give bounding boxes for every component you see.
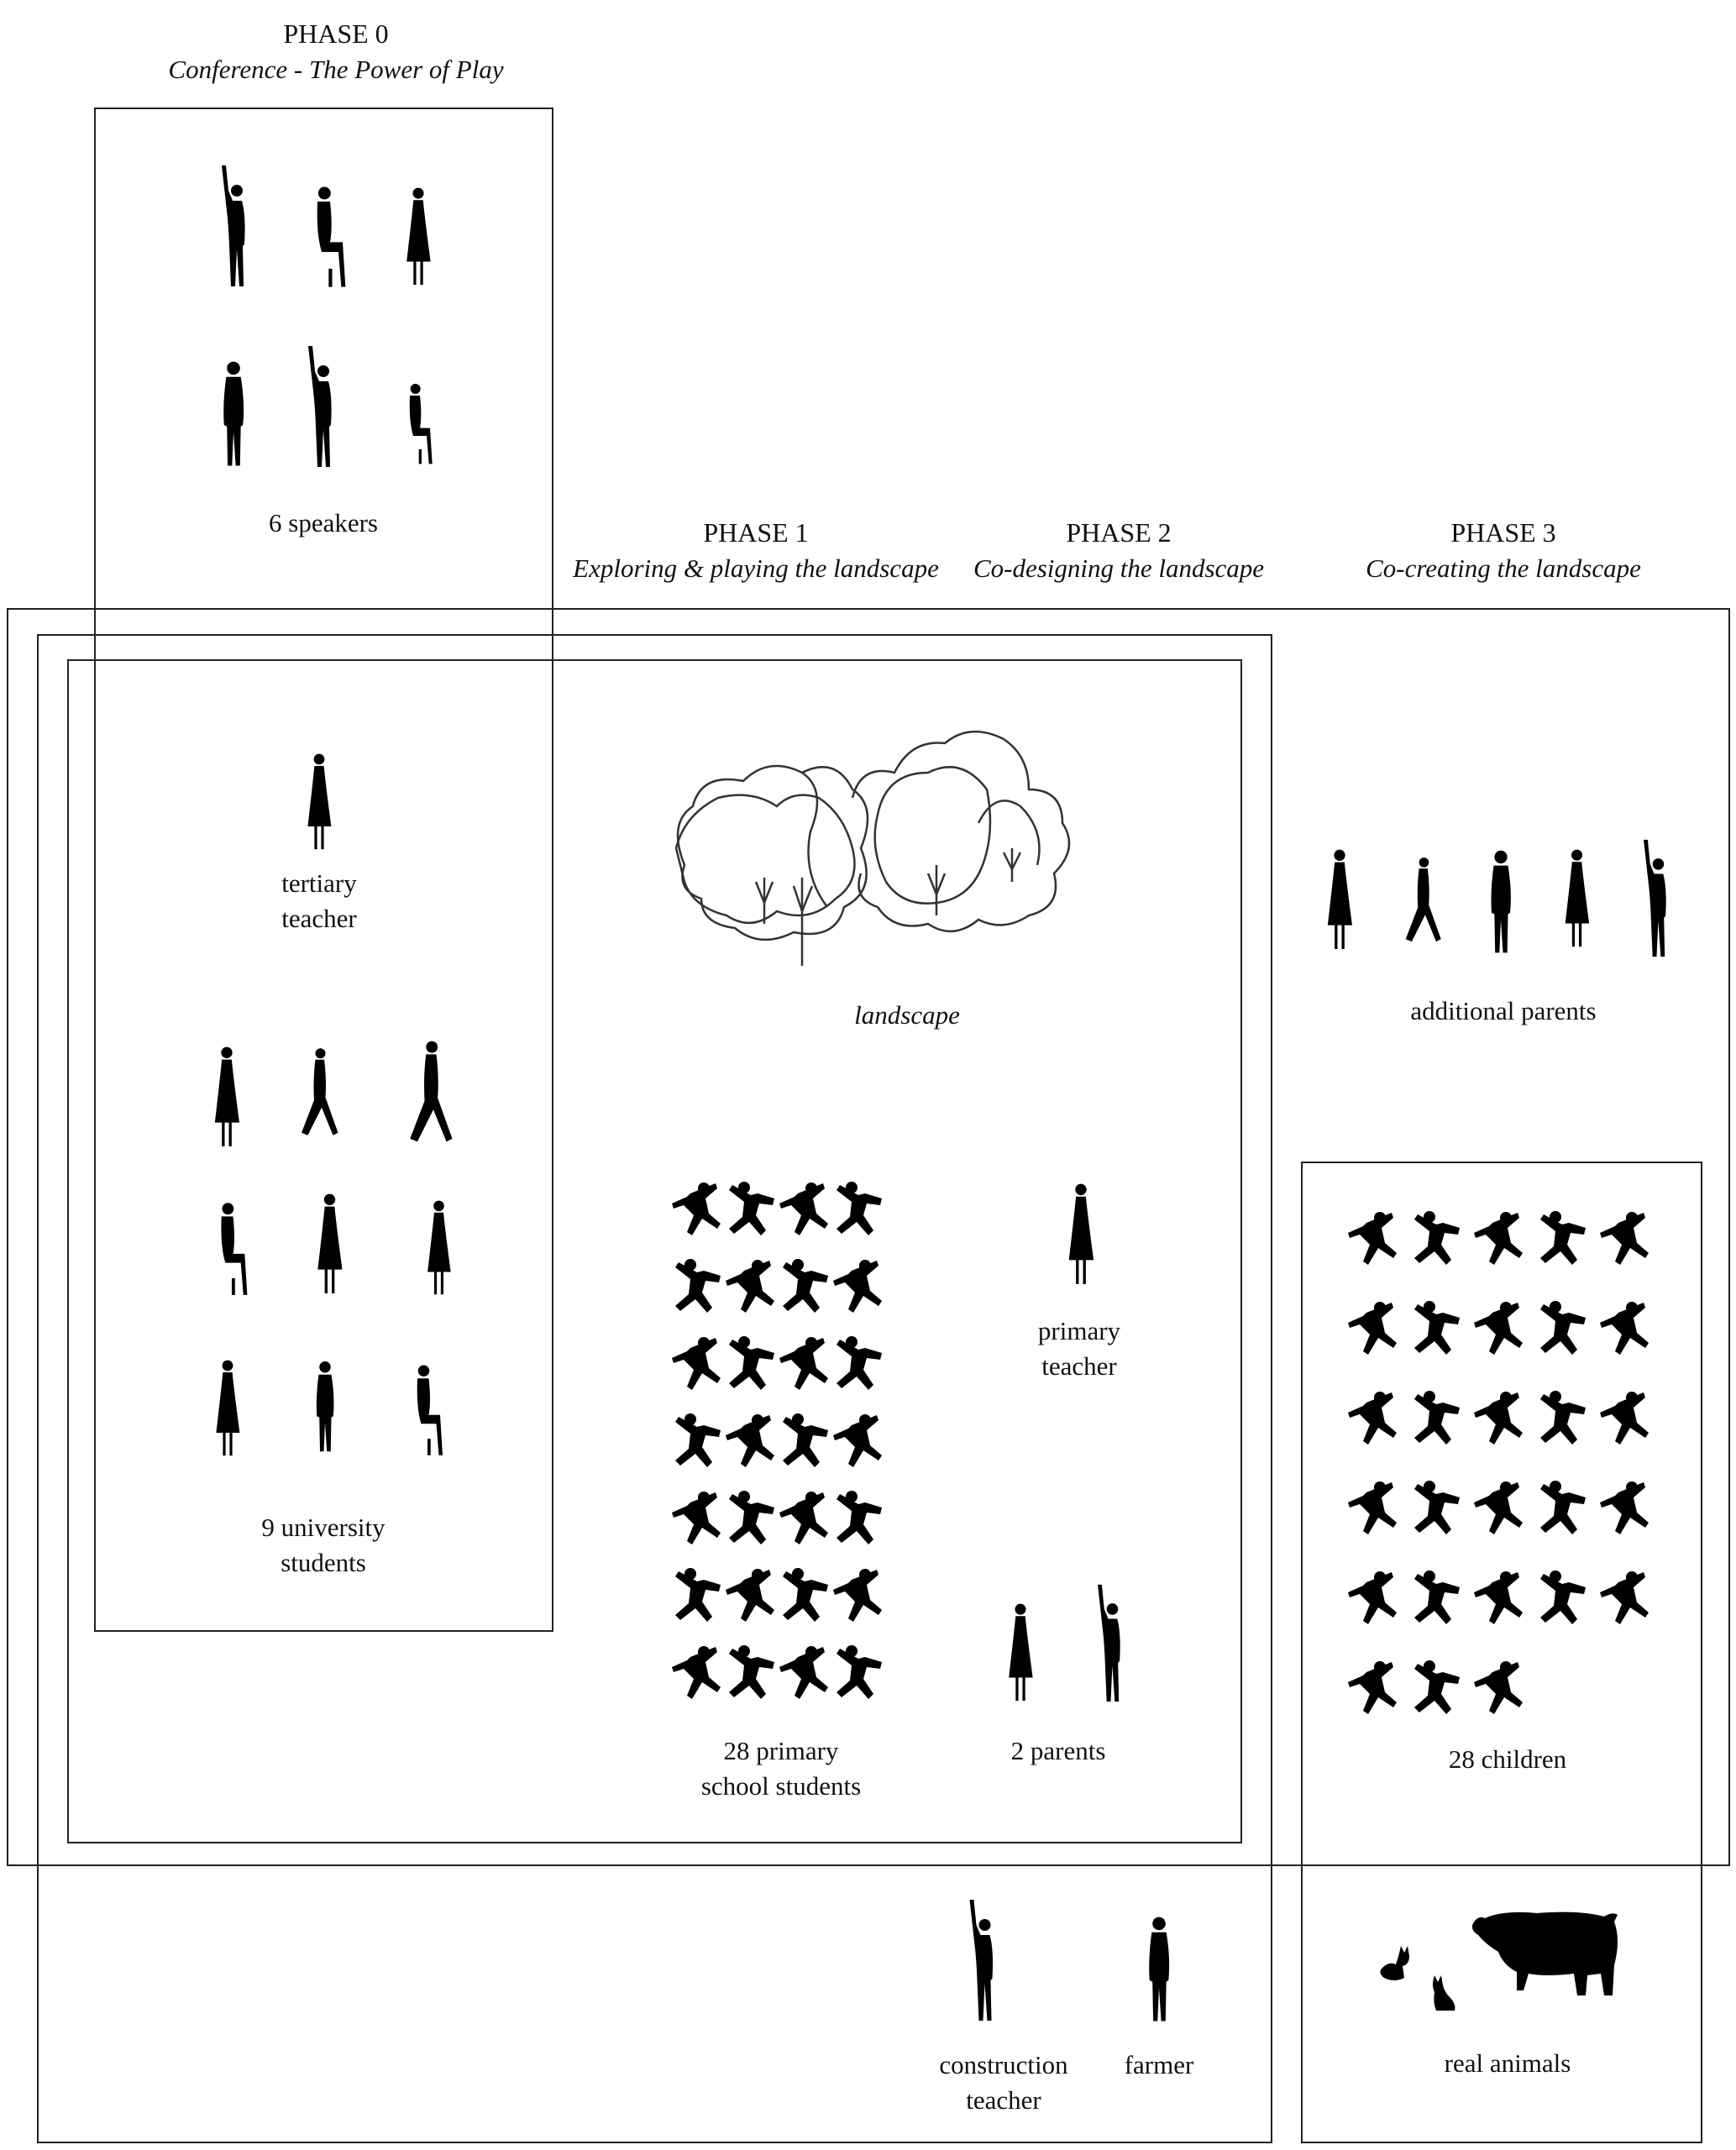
child-dancing-icon (726, 1180, 776, 1239)
child-dancing-icon (1411, 1299, 1461, 1358)
child-dancing-icon (1348, 1569, 1398, 1628)
child-dancing-icon (833, 1335, 884, 1393)
person-standing-icon (304, 752, 334, 853)
child-dancing-icon (672, 1566, 722, 1625)
construction-teacher-label-1: construction (939, 2050, 1068, 2079)
cat-icon (1377, 1944, 1411, 1982)
child-dancing-icon (833, 1489, 884, 1548)
phase-2-title: PHASE 2 (1066, 517, 1172, 548)
child-dancing-icon (779, 1489, 830, 1548)
child-dancing-icon (779, 1257, 830, 1316)
child-dancing-icon (672, 1412, 722, 1471)
additional-parents-label: additional parents (1410, 996, 1597, 1025)
phase-2-subtitle: Co-designing the landscape (973, 553, 1265, 583)
child-dancing-icon (726, 1412, 776, 1471)
person-standing-icon (217, 359, 250, 469)
person-sitting-icon (307, 185, 354, 290)
person-standing-icon (207, 1359, 249, 1460)
child-dancing-icon (833, 1257, 884, 1316)
tree-icon (668, 722, 1079, 978)
child-dancing-icon (1348, 1299, 1398, 1358)
child-dancing-icon (779, 1180, 830, 1239)
children-label: 28 children (1448, 1744, 1567, 1774)
child-dancing-icon (833, 1566, 884, 1625)
child-dancing-icon (1348, 1479, 1398, 1538)
child-dancing-icon (779, 1412, 830, 1471)
primary-teacher-label-2: teacher (1041, 1351, 1117, 1381)
child-dancing-icon (779, 1566, 830, 1625)
child-dancing-icon (726, 1257, 776, 1316)
primary-students-label-1: 28 primary (723, 1736, 839, 1765)
child-dancing-icon (1348, 1389, 1398, 1448)
child-dancing-icon (672, 1180, 722, 1239)
farmer-label: farmer (1124, 2050, 1194, 2079)
child-dancing-icon (1537, 1389, 1587, 1448)
child-dancing-icon (1474, 1479, 1524, 1538)
child-dancing-icon (726, 1644, 776, 1702)
tertiary-teacher-label-1: tertiary (281, 868, 357, 898)
person-waving-icon (964, 1898, 1002, 2024)
person-standing-icon (1062, 1182, 1099, 1288)
child-dancing-icon (1474, 1209, 1524, 1268)
child-dancing-icon (1600, 1479, 1650, 1538)
child-dancing-icon (726, 1335, 776, 1393)
person-standing-icon (202, 1046, 252, 1151)
child-dancing-icon (1537, 1299, 1587, 1358)
landscape-label: landscape (854, 1000, 960, 1030)
person-waving-icon (301, 344, 343, 470)
child-dancing-icon (1474, 1299, 1524, 1358)
phase-0-title: PHASE 0 (283, 18, 389, 49)
child-dancing-icon (672, 1644, 722, 1702)
pig-icon (1470, 1906, 1621, 1999)
child-dancing-icon (1537, 1569, 1587, 1628)
person-standing-icon (311, 1193, 349, 1298)
university-students-label-2: students (281, 1548, 366, 1577)
person-walking-icon (391, 1040, 470, 1149)
child-dancing-icon (1474, 1569, 1524, 1628)
person-waving-icon (1092, 1583, 1130, 1705)
child-dancing-icon (1474, 1389, 1524, 1448)
real-animals-label: real animals (1444, 2048, 1571, 2078)
person-standing-icon (1144, 1915, 1174, 2024)
child-dancing-icon (726, 1566, 776, 1625)
phase-3-title: PHASE 3 (1450, 517, 1556, 548)
tertiary-teacher-label-2: teacher (281, 904, 357, 933)
child-dancing-icon (1348, 1209, 1398, 1268)
child-dancing-icon (1411, 1659, 1461, 1717)
person-waving-icon (214, 164, 256, 290)
phase-1-subtitle: Exploring & playing the landscape (573, 553, 939, 583)
child-dancing-icon (1474, 1659, 1524, 1717)
person-walking-icon (1398, 848, 1447, 956)
child-dancing-icon (1411, 1209, 1461, 1268)
person-standing-icon (401, 186, 435, 289)
child-dancing-icon (672, 1257, 722, 1316)
person-sitting-icon (202, 1201, 265, 1298)
child-dancing-icon (1411, 1389, 1461, 1448)
child-dancing-icon (1411, 1569, 1461, 1628)
university-students-label-1: 9 university (261, 1513, 385, 1542)
child-dancing-icon (1537, 1479, 1587, 1538)
construction-teacher-label-2: teacher (966, 2085, 1041, 2115)
person-sitting-icon (410, 1362, 448, 1459)
child-dancing-icon (1411, 1479, 1461, 1538)
child-dancing-icon (726, 1489, 776, 1548)
child-dancing-icon (1348, 1659, 1398, 1717)
child-dancing-icon (833, 1180, 884, 1239)
child-dancing-icon (1600, 1389, 1650, 1448)
primary-teacher-label-1: primary (1037, 1316, 1121, 1345)
person-sitting-icon (391, 382, 449, 466)
child-dancing-icon (672, 1335, 722, 1393)
person-standing-icon (1001, 1602, 1040, 1705)
primary-students-label-2: school students (700, 1771, 862, 1801)
child-dancing-icon (1600, 1569, 1650, 1628)
person-standing-icon (424, 1199, 454, 1298)
child-dancing-icon (833, 1412, 884, 1471)
person-standing-icon (1319, 848, 1361, 953)
child-dancing-icon (1600, 1209, 1650, 1268)
child-dancing-icon (833, 1644, 884, 1702)
person-standing-icon (1487, 848, 1515, 956)
cat-icon (1429, 1974, 1458, 2011)
person-walking-icon (294, 1040, 344, 1149)
phase-1-title: PHASE 1 (703, 517, 809, 548)
parents-label: 2 parents (1010, 1736, 1106, 1765)
person-waving-icon (1638, 838, 1676, 960)
child-dancing-icon (672, 1489, 722, 1548)
phase-0-subtitle: Conference - The Power of Play (168, 55, 504, 84)
phase-3-subtitle: Co-creating the landscape (1366, 553, 1641, 583)
person-standing-icon (312, 1352, 338, 1461)
child-dancing-icon (1600, 1299, 1650, 1358)
child-dancing-icon (779, 1335, 830, 1393)
person-standing-icon (1558, 848, 1596, 951)
child-dancing-icon (779, 1644, 830, 1702)
child-dancing-icon (1537, 1209, 1587, 1268)
speakers-label: 6 speakers (269, 508, 378, 538)
